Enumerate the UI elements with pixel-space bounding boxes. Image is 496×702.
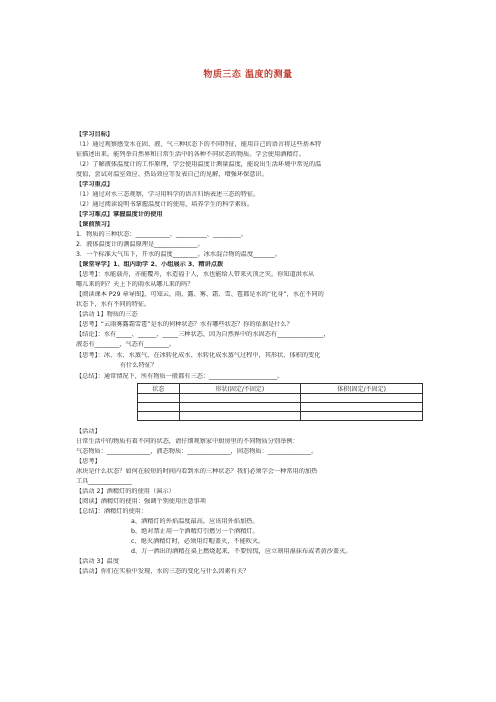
learning-goals-heading: 【学习目标】 — [76, 131, 114, 138]
read-1-line-2: 状态下，水有不同的特征。 — [76, 301, 151, 308]
preview-heading: 【课前预习】 — [76, 221, 114, 228]
preview-item-1: 1．物质的三种状态：___________、__________、_________。 — [76, 231, 247, 238]
think-4-line-1: 冰块是什么状态？如何在较短的时间内看到水的三种状态？我们必须学会一种常用的加热 — [76, 468, 318, 475]
table-cell — [301, 403, 423, 412]
think-2: 【思考】“云雨雾露霜雪雹”是水的何种状态？水有哪些状态？你的依据是什么？ — [76, 321, 293, 328]
activity-1: 【活动 1】物质的三态 — [76, 311, 138, 318]
table-cell — [138, 394, 180, 403]
key-point-1: （1）通过对水三态观察，学习用科学的语言归纳表述三态的特征。 — [76, 191, 260, 198]
class-guide: 【课堂导学】1、组内助学 2、小组展示 3、精讲点拨 — [76, 261, 224, 268]
table-row — [138, 412, 423, 421]
think-1-line-1: 【思考】：水能载舟，亦能覆舟，水造福于人，水也能给人带来灭顶之灾。你知道洪水从 — [76, 271, 315, 278]
think-3-line-1: 【思考】：冰、水、水蒸气，在冰转化成水、水转化成水蒸气过程中，其形状、体积的变化 — [76, 352, 321, 359]
conclusion-line-2: 液态有________，气态有________。 — [76, 341, 175, 348]
table-cell — [179, 412, 301, 421]
activity-line-2: 气态物质：______________，液态物质：______________，固态物质：______________。 — [76, 448, 318, 455]
think-1-line-2: 哪儿来的吗？天上下的雨水从哪儿来的吗？ — [76, 281, 194, 288]
goal-1-line-2: 征描述出来。能列举自然界和日常生活中的各种不同状态的物质。学会使用酒精灯。 — [76, 151, 305, 158]
table-row — [138, 394, 423, 403]
table-cell — [301, 394, 423, 403]
activity-2: 【活动 2】酒精灯的的使用（演示） — [76, 488, 175, 495]
table-cell — [138, 403, 180, 412]
activity-3: 【活动 3】温度 — [76, 558, 120, 565]
activity-3-question: 【活动】你们在实验中发现，水的三态的变化与什么因素有关？ — [76, 568, 250, 575]
table-header-volume: 体积(固定/不固定) — [301, 384, 423, 394]
table-cell — [179, 394, 301, 403]
activity-heading: 【活动】 — [76, 428, 101, 435]
summary-2: 【总结】：酒精灯的使用： — [76, 508, 148, 515]
conclusion-line-1: 【结论】：水有_____、______、_____三种状态，因为自然界中的水固态有_______________， — [76, 331, 330, 338]
table-cell — [179, 403, 301, 412]
table-header-row — [138, 384, 423, 394]
rule-b: b、绝对禁止用一个酒精灯引燃另一个酒精灯。 — [131, 528, 259, 535]
rule-a: a、酒精灯的外焰温度最高，应该用外焰加热。 — [131, 518, 259, 525]
read-1-line-1: 【阅读课本 P29 章导图】，可知云、雨、露、雾、霜、雪、雹都是水的“化身”，水在不同的 — [76, 291, 324, 298]
read-2: 【阅读】酒精灯的使用：强调个别使用注意事项 — [76, 498, 206, 505]
table-cell — [301, 412, 423, 421]
key-point-2: （2）通过阅读说明书掌握温度计的使用，培养学生的科学素质。 — [76, 201, 254, 208]
difficulty-heading: 【学习难点】掌握温度计的使用 — [76, 211, 163, 218]
goal-2-line-1: （2）了解液体温度计的工作原理，学会使用温度计测量温度，能说出生活环境中常见的温 — [76, 161, 322, 168]
table-row — [138, 403, 423, 412]
rule-c: c、熄灭酒精灯时，必须用灯帽盖灭，不能吹灭。 — [131, 538, 265, 545]
think-3-line-2: 有什么特征？ — [120, 362, 158, 369]
preview-item-2: 2．液体温度计的测温原理是______________。 — [76, 241, 204, 248]
table-cell — [138, 412, 180, 421]
states-table — [137, 383, 423, 421]
goal-1-line-1: （1）通过观察感受水在固、液、气三种状态下的不同特征，能用自己的语言将这些基本特 — [76, 141, 322, 148]
activity-line-1: 日常生活中的物质有着不同的状态，请仔细观察家中厨房里的不同物质分别举例： — [76, 438, 299, 445]
think-4-line-2: 工具______________ — [76, 478, 132, 485]
goal-2-line-2: 度值，尝试对温室效应、热岛效应等发表自己的见解，增强环保意识。 — [76, 171, 268, 178]
rule-d: d、万一洒出的酒精在桌上燃烧起来，不要惊慌，应立刻用湿抹布或者黄沙盖灭。 — [131, 548, 352, 555]
summary-1: 【总结】：通常情况下，所有物质一般都有三态：______________________。 — [76, 373, 284, 380]
preview-item-3: 3．一个标准大气压下，开水的温度________。冰水混合物的温度_______。 — [76, 251, 282, 258]
key-points-heading: 【学习重点】 — [76, 181, 114, 188]
table-header-state: 状态 — [138, 384, 180, 394]
page-title: 物质三态 温度的测量 — [203, 70, 293, 80]
table-header-shape: 形状(固定/不固定) — [179, 384, 301, 394]
think-4-heading: 【思考】 — [76, 458, 101, 465]
